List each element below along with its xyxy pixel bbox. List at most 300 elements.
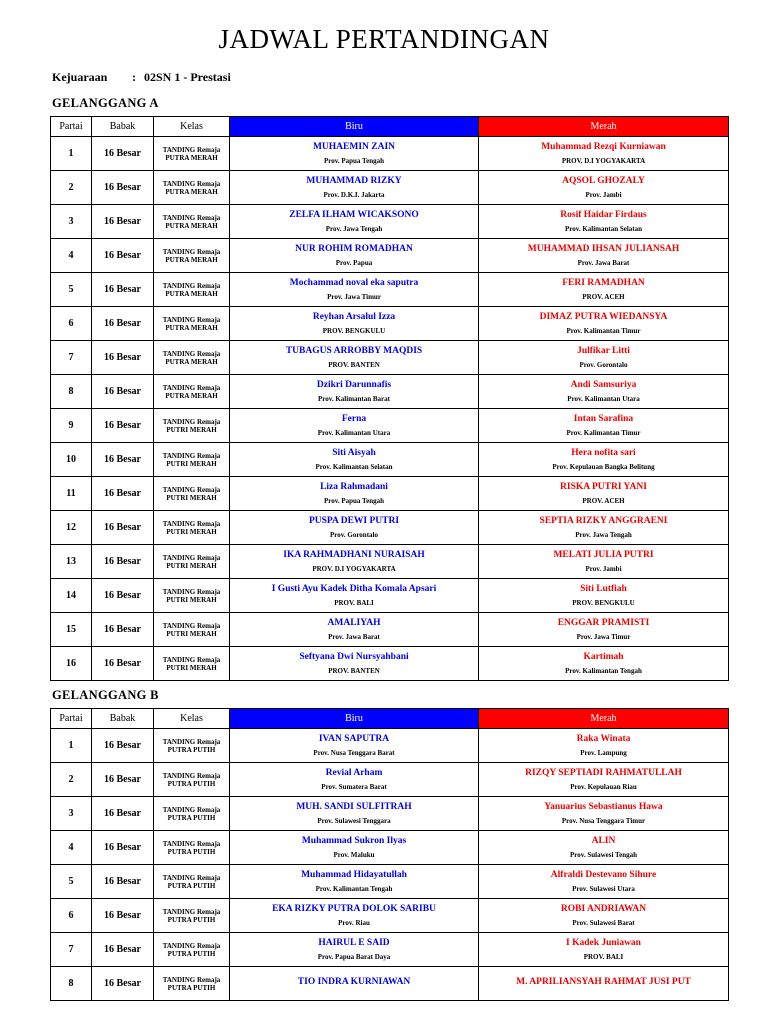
blue-athlete-province: PROV. BENGKULU: [322, 326, 386, 335]
class-cell: [154, 375, 230, 409]
red-athlete-name: M. APRILIANSYAH RAHMAT JUSI PUT: [516, 977, 691, 987]
table-row: [51, 763, 729, 797]
table-row: [51, 341, 729, 375]
round: 16 Besar: [92, 409, 154, 443]
round: 16 Besar: [92, 865, 154, 899]
match-number: 8: [51, 375, 92, 409]
class-category: TANDING Remaja: [162, 621, 221, 630]
class-category: TANDING Remaja: [162, 975, 221, 984]
col-babak: Babak: [92, 117, 154, 137]
round: 16 Besar: [92, 443, 154, 477]
red-athlete-province: Prov. Jawa Barat: [577, 258, 630, 267]
championship-value: 02SN 1 - Prestasi: [144, 70, 231, 84]
blue-athlete-name: AMALIYAH: [327, 617, 381, 628]
class-cell: [154, 613, 230, 647]
red-athlete-name: Raka Winata: [576, 733, 631, 744]
blue-corner: [230, 967, 479, 1001]
blue-corner: [230, 763, 479, 797]
page-title: JADWAL PERTANDINGAN: [218, 24, 550, 54]
red-athlete-province: Prov. Kalimantan Utara: [567, 394, 640, 403]
class-cell: [154, 865, 230, 899]
table-row: [51, 205, 729, 239]
red-athlete-name: AQSOL GHOZALY: [562, 175, 645, 186]
blue-athlete-province: Prov. Papua Tengah: [324, 156, 384, 165]
class-category: TANDING Remaja: [162, 873, 221, 882]
class-cell: [154, 763, 230, 797]
red-corner: [479, 899, 729, 933]
class-division: PUTRA PUTIH: [167, 813, 216, 822]
red-corner: [479, 797, 729, 831]
class-cell: [154, 831, 230, 865]
red-athlete-province: PROV. ACEH: [582, 496, 625, 505]
red-corner: [479, 933, 729, 967]
red-athlete-province: Prov. Jambi: [585, 190, 622, 199]
red-corner: [479, 647, 729, 681]
match-number: 12: [51, 511, 92, 545]
table-row: [51, 729, 729, 763]
round: 16 Besar: [92, 477, 154, 511]
blue-athlete-name: EKA RIZKY PUTRA DOLOK SARIBU: [272, 903, 436, 914]
blue-athlete-name: IKA RAHMADHANI NURAISAH: [283, 549, 425, 560]
red-athlete-province: Prov. Kepulauan Riau: [570, 782, 637, 791]
red-athlete-province: Prov. Lampung: [580, 748, 627, 757]
blue-athlete-name: Liza Rahmadani: [320, 481, 388, 492]
class-cell: [154, 171, 230, 205]
class-category: TANDING Remaja: [162, 315, 221, 324]
class-category: TANDING Remaja: [162, 941, 221, 950]
class-cell: [154, 511, 230, 545]
blue-corner: [230, 579, 479, 613]
class-cell: [154, 273, 230, 307]
class-category: TANDING Remaja: [162, 145, 221, 154]
class-cell: [154, 797, 230, 831]
table-row: [51, 137, 729, 171]
blue-athlete-name: Muhammad Hidayatullah: [301, 869, 407, 880]
blue-corner: [230, 477, 479, 511]
match-number: 1: [51, 137, 92, 171]
blue-athlete-name: Mochammad noval eka saputra: [289, 277, 419, 288]
class-cell: [154, 729, 230, 763]
match-number: 11: [51, 477, 92, 511]
red-athlete-name: SEPTIA RIZKY ANGGRAENI: [539, 515, 668, 526]
blue-athlete-name: TIO INDRA KURNIAWAN: [297, 977, 411, 987]
table-row: [51, 797, 729, 831]
blue-athlete-province: Prov. Kalimantan Tengah: [315, 884, 393, 893]
col-biru: Biru: [230, 709, 479, 729]
red-athlete-name: ALIN: [591, 835, 616, 846]
blue-corner: [230, 171, 479, 205]
red-athlete-province: Prov. Kalimantan Timur: [566, 428, 641, 437]
table-row: [51, 171, 729, 205]
match-number: 8: [51, 967, 92, 1001]
match-number: 7: [51, 341, 92, 375]
class-cell: [154, 647, 230, 681]
red-athlete-province: PROV. BENGKULU: [572, 598, 635, 607]
table-row: [51, 933, 729, 967]
table-row: [51, 831, 729, 865]
match-number: 9: [51, 409, 92, 443]
round: 16 Besar: [92, 797, 154, 831]
red-corner: [479, 831, 729, 865]
red-athlete-name: Kartimah: [583, 651, 624, 662]
red-corner: [479, 137, 729, 171]
championship-info: [52, 70, 231, 85]
class-category: TANDING Remaja: [162, 587, 221, 596]
red-athlete-name: Andi Samsuriya: [570, 379, 637, 390]
match-number: 16: [51, 647, 92, 681]
match-number: 1: [51, 729, 92, 763]
blue-athlete-name: MUH. SANDI SULFITRAH: [296, 801, 412, 812]
red-corner: [479, 511, 729, 545]
round: 16 Besar: [92, 137, 154, 171]
class-division: PUTRI MERAH: [166, 595, 217, 604]
red-athlete-name: Hera nofita sari: [571, 447, 636, 458]
class-cell: [154, 307, 230, 341]
red-athlete-name: RISKA PUTRI YANI: [560, 481, 647, 492]
table-row: [51, 647, 729, 681]
match-number: 3: [51, 205, 92, 239]
red-corner: [479, 307, 729, 341]
match-number: 4: [51, 239, 92, 273]
col-merah: Merah: [479, 117, 729, 137]
class-cell: [154, 579, 230, 613]
section-title-b: GELANGGANG B: [52, 688, 159, 702]
table-row: [51, 307, 729, 341]
class-cell: [154, 341, 230, 375]
red-corner: [479, 409, 729, 443]
class-division: PUTRI MERAH: [166, 493, 217, 502]
section-title-a: GELANGGANG A: [52, 96, 159, 110]
blue-corner: [230, 511, 479, 545]
round: 16 Besar: [92, 205, 154, 239]
round: 16 Besar: [92, 239, 154, 273]
round: 16 Besar: [92, 729, 154, 763]
championship-separator: :: [132, 70, 136, 84]
red-athlete-name: ROBI ANDRIAWAN: [560, 903, 647, 914]
blue-athlete-name: Siti Aisyah: [332, 447, 376, 458]
class-category: TANDING Remaja: [162, 839, 221, 848]
class-division: PUTRA MERAH: [165, 153, 218, 162]
blue-corner: [230, 443, 479, 477]
class-cell: [154, 137, 230, 171]
class-cell: [154, 239, 230, 273]
round: 16 Besar: [92, 831, 154, 865]
class-division: PUTRI MERAH: [166, 459, 217, 468]
class-division: PUTRA MERAH: [165, 391, 218, 400]
blue-corner: [230, 307, 479, 341]
class-division: PUTRA MERAH: [165, 187, 218, 196]
red-athlete-province: Prov. Kalimantan Tengah: [565, 666, 642, 675]
class-category: TANDING Remaja: [162, 281, 221, 290]
class-division: PUTRA PUTIH: [167, 745, 216, 754]
class-category: TANDING Remaja: [162, 383, 221, 392]
red-athlete-name: Julfikar Litti: [577, 345, 630, 356]
class-category: TANDING Remaja: [162, 485, 221, 494]
class-cell: [154, 409, 230, 443]
blue-athlete-province: Prov. Kalimantan Utara: [317, 428, 391, 437]
class-division: PUTRA PUTIH: [167, 847, 216, 856]
blue-corner: [230, 341, 479, 375]
blue-athlete-name: Ferna: [341, 413, 367, 424]
match-number: 2: [51, 763, 92, 797]
blue-corner: [230, 613, 479, 647]
class-division: PUTRI MERAH: [166, 561, 217, 570]
red-athlete-province: Prov. Kepulauan Bangka Belitung: [552, 462, 655, 471]
red-athlete-name: Muhammad Rezqi Kurniawan: [541, 141, 666, 152]
table-body-b: [51, 729, 729, 1001]
class-cell: [154, 205, 230, 239]
col-kelas: Kelas: [154, 117, 230, 137]
round: 16 Besar: [92, 899, 154, 933]
blue-athlete-province: Prov. Riau: [338, 918, 370, 927]
table-row: [51, 545, 729, 579]
class-cell: [154, 967, 230, 1001]
class-division: PUTRA MERAH: [165, 323, 218, 332]
blue-corner: [230, 729, 479, 763]
class-category: TANDING Remaja: [162, 907, 221, 916]
blue-corner: [230, 545, 479, 579]
blue-athlete-province: Prov. Sulawesi Tenggara: [317, 816, 391, 825]
col-merah: Merah: [479, 709, 729, 729]
blue-athlete-province: Prov. Nusa Tenggara Barat: [313, 748, 395, 757]
table-row: [51, 865, 729, 899]
schedule-table-b: [50, 708, 729, 1001]
blue-athlete-province: PROV. BANTEN: [328, 360, 380, 369]
blue-athlete-name: ZELFA ILHAM WICAKSONO: [289, 209, 419, 220]
class-category: TANDING Remaja: [162, 771, 221, 780]
round: 16 Besar: [92, 375, 154, 409]
blue-athlete-province: Prov. Kalimantan Barat: [317, 394, 390, 403]
col-partai: Partai: [51, 709, 92, 729]
red-corner: [479, 613, 729, 647]
red-athlete-name: Rosif Haidar Firdaus: [560, 209, 647, 220]
class-category: TANDING Remaja: [162, 451, 221, 460]
blue-athlete-province: Prov. D.K.I. Jakarta: [323, 190, 385, 199]
blue-athlete-province: Prov. Jawa Tengah: [325, 224, 383, 233]
blue-corner: [230, 899, 479, 933]
red-athlete-name: ENGGAR PRAMISTI: [557, 617, 650, 628]
match-number: 6: [51, 307, 92, 341]
class-cell: [154, 933, 230, 967]
blue-athlete-province: PROV. D.I YOGYAKARTA: [312, 564, 396, 573]
blue-corner: [230, 375, 479, 409]
red-athlete-name: Alfraldi Destevano Sihure: [550, 869, 657, 880]
blue-athlete-name: NUR ROHIM ROMADHAN: [295, 243, 413, 254]
table-row: [51, 239, 729, 273]
round: 16 Besar: [92, 511, 154, 545]
round: 16 Besar: [92, 579, 154, 613]
match-number: 3: [51, 797, 92, 831]
match-number: 4: [51, 831, 92, 865]
blue-athlete-name: HAIRUL E SAID: [318, 937, 390, 948]
red-athlete-name: RIZQY SEPTIADI RAHMATULLAH: [525, 767, 682, 778]
class-division: PUTRA MERAH: [165, 289, 218, 298]
table-body-a: [51, 137, 729, 681]
blue-corner: [230, 137, 479, 171]
red-athlete-province: Prov. Jawa Tengah: [575, 530, 632, 539]
red-athlete-name: Yanuarius Sebastianus Hawa: [544, 801, 663, 812]
blue-athlete-name: Muhammad Sukron Ilyas: [301, 835, 407, 846]
round: 16 Besar: [92, 763, 154, 797]
red-athlete-name: I Kadek Juniawan: [566, 937, 641, 948]
red-corner: [479, 729, 729, 763]
blue-athlete-name: I Gusti Ayu Kadek Ditha Komala Apsari: [271, 583, 437, 594]
round: 16 Besar: [92, 933, 154, 967]
class-division: PUTRA PUTIH: [167, 949, 216, 958]
match-number: 6: [51, 899, 92, 933]
red-corner: [479, 205, 729, 239]
blue-athlete-name: Revial Arham: [325, 767, 383, 778]
blue-athlete-province: Prov. Kalimantan Selatan: [315, 462, 393, 471]
red-athlete-name: DIMAZ PUTRA WIEDANSYA: [539, 311, 668, 322]
red-athlete-name: MUHAMMAD IHSAN JULIANSAH: [527, 243, 680, 254]
class-division: PUTRI MERAH: [166, 629, 217, 638]
blue-athlete-name: Dzikri Darunnafis: [316, 379, 392, 390]
class-division: PUTRA MERAH: [165, 255, 218, 264]
blue-athlete-province: Prov. Papua: [335, 258, 373, 267]
class-category: TANDING Remaja: [162, 247, 221, 256]
table-header: [51, 709, 729, 729]
blue-athlete-name: PUSPA DEWI PUTRI: [308, 515, 400, 526]
class-cell: [154, 899, 230, 933]
round: 16 Besar: [92, 171, 154, 205]
col-babak: Babak: [92, 709, 154, 729]
round: 16 Besar: [92, 647, 154, 681]
blue-athlete-name: Reyhan Arsalul Izza: [312, 311, 396, 322]
blue-athlete-province: PROV. BALI: [334, 598, 374, 607]
class-category: TANDING Remaja: [162, 519, 221, 528]
round: 16 Besar: [92, 545, 154, 579]
red-corner: [479, 865, 729, 899]
class-category: TANDING Remaja: [162, 553, 221, 562]
col-kelas: Kelas: [154, 709, 230, 729]
red-athlete-province: Prov. Nusa Tenggara Timur: [561, 816, 646, 825]
table-row: [51, 967, 729, 1001]
match-number: 15: [51, 613, 92, 647]
match-number: 14: [51, 579, 92, 613]
class-division: PUTRA PUTIH: [167, 983, 216, 992]
table-header: [51, 117, 729, 137]
red-corner: [479, 171, 729, 205]
class-division: PUTRI MERAH: [166, 527, 217, 536]
blue-athlete-province: Prov. Sumatera Barat: [321, 782, 387, 791]
blue-corner: [230, 797, 479, 831]
red-corner: [479, 341, 729, 375]
blue-corner: [230, 409, 479, 443]
red-corner: [479, 545, 729, 579]
match-number: 2: [51, 171, 92, 205]
blue-athlete-name: MUHAEMIN ZAIN: [312, 141, 396, 152]
class-division: PUTRA PUTIH: [167, 881, 216, 890]
blue-corner: [230, 831, 479, 865]
match-number: 10: [51, 443, 92, 477]
class-division: PUTRA MERAH: [165, 357, 218, 366]
table-row: [51, 511, 729, 545]
match-number: 5: [51, 273, 92, 307]
round: 16 Besar: [92, 307, 154, 341]
class-category: TANDING Remaja: [162, 179, 221, 188]
class-division: PUTRA PUTIH: [167, 779, 216, 788]
class-category: TANDING Remaja: [162, 805, 221, 814]
red-athlete-province: Prov. Sulawesi Tengah: [570, 850, 637, 859]
round: 16 Besar: [92, 613, 154, 647]
blue-athlete-province: Prov. Jawa Barat: [328, 632, 380, 641]
table-row: [51, 477, 729, 511]
red-corner: [479, 443, 729, 477]
class-category: TANDING Remaja: [162, 349, 221, 358]
class-division: PUTRI MERAH: [166, 663, 217, 672]
red-athlete-province: Prov. Gorontalo: [579, 360, 628, 369]
match-number: 5: [51, 865, 92, 899]
red-corner: [479, 375, 729, 409]
red-athlete-province: Prov. Kalimantan Timur: [566, 326, 641, 335]
table-row: [51, 443, 729, 477]
red-corner: [479, 967, 729, 1001]
class-category: TANDING Remaja: [162, 655, 221, 664]
blue-corner: [230, 865, 479, 899]
blue-athlete-province: Prov. Papua Tengah: [324, 496, 384, 505]
blue-athlete-province: PROV. BANTEN: [328, 666, 380, 675]
red-athlete-name: Intan Sarafina: [573, 413, 634, 424]
championship-label: Kejuaraan: [52, 70, 108, 84]
red-athlete-province: PROV. BALI: [583, 952, 624, 961]
class-division: PUTRI MERAH: [166, 425, 217, 434]
class-cell: [154, 477, 230, 511]
round: 16 Besar: [92, 273, 154, 307]
round: 16 Besar: [92, 967, 154, 1001]
round: 16 Besar: [92, 341, 154, 375]
blue-athlete-province: Prov. Papua Barat Daya: [317, 952, 391, 961]
red-athlete-province: Prov. Jawa Timur: [576, 632, 631, 641]
red-corner: [479, 239, 729, 273]
blue-athlete-name: TUBAGUS ARROBBY MAQDIS: [285, 345, 423, 356]
class-division: PUTRA PUTIH: [167, 915, 216, 924]
red-athlete-province: Prov. Kalimantan Selatan: [564, 224, 643, 233]
match-number: 7: [51, 933, 92, 967]
class-division: PUTRA MERAH: [165, 221, 218, 230]
blue-athlete-name: Seftyana Dwi Nursyahbani: [299, 651, 409, 662]
blue-corner: [230, 239, 479, 273]
red-corner: [479, 273, 729, 307]
blue-athlete-province: Prov. Maluku: [333, 850, 375, 859]
class-category: TANDING Remaja: [162, 213, 221, 222]
class-cell: [154, 443, 230, 477]
col-partai: Partai: [51, 117, 92, 137]
class-category: TANDING Remaja: [162, 417, 221, 426]
class-cell: [154, 545, 230, 579]
table-row: [51, 579, 729, 613]
red-athlete-province: PROV. ACEH: [582, 292, 625, 301]
red-corner: [479, 579, 729, 613]
blue-corner: [230, 273, 479, 307]
schedule-table-a: [50, 116, 729, 681]
table-row: [51, 409, 729, 443]
blue-athlete-name: IVAN SAPUTRA: [318, 733, 390, 744]
red-athlete-province: Prov. Jambi: [585, 564, 622, 573]
red-athlete-province: Prov. Sulawesi Utara: [572, 884, 635, 893]
blue-athlete-province: Prov. Gorontalo: [330, 530, 378, 539]
table-row: [51, 273, 729, 307]
blue-corner: [230, 647, 479, 681]
red-athlete-province: PROV. D.I YOGYAKARTA: [561, 156, 646, 165]
blue-athlete-name: MUHAMMAD RIZKY: [306, 175, 402, 186]
blue-athlete-province: Prov. Jawa Timur: [327, 292, 381, 301]
red-athlete-name: FERI RAMADHAN: [562, 277, 645, 288]
match-number: 13: [51, 545, 92, 579]
red-corner: [479, 763, 729, 797]
table-row: [51, 375, 729, 409]
red-athlete-name: MELATI JULIA PUTRI: [553, 549, 654, 560]
